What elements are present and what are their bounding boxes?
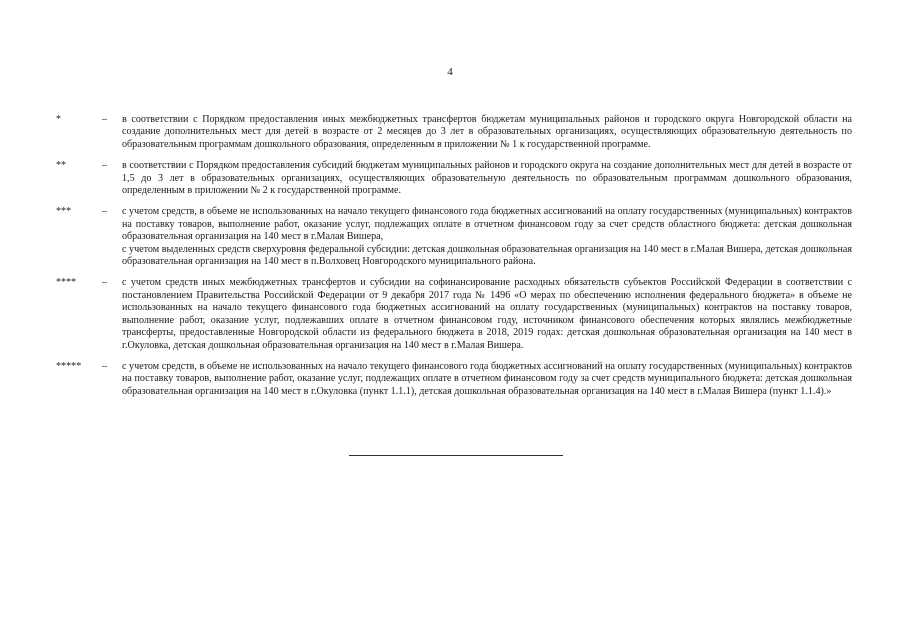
footnote-2 [56,160,852,197]
footnote-dash: – [102,206,108,218]
footnote-text: в соответствии с Порядком предоставления субсидий бюджетам муниципальных районов и городского округа на создание дополнительных мест для детей в возрасте от 1,5 до 3 лет в образовательных организациях, осуществляющих образовательную деятельность по образовательным программам дошкольного образования, определенным в приложении № 2 к государственной программе. [122,160,852,197]
footnote-marker: **** [56,277,77,289]
footnote-dash: – [102,360,108,372]
footnote-marker: *** [56,206,72,218]
footnote-text: с учетом средств, в объеме не использованных на начало текущего финансового года бюджетных ассигнований на оплату государственных (муниципальных) контрактов на поставку товаров, выполнение работ, оказание услуг, подлежащих оплате в отчетном финансовом году за счет средств областного бюджета: детская дошкольная образовательная организация на 140 мест в г.Малая Вишера, [122,206,852,243]
footnote-4 [56,277,852,351]
footnote-text: с учетом средств, в объеме не использованных на начало текущего финансового года бюджетных ассигнований на оплату государственных (муниципальных) контрактов на поставку товаров, выполнение работ, оказание услуг, подлежащих оплате в отчетном финансовом году за счет средств муниципального бюджета: детская дошкольная образовательная организация на 140 мест в г.Окуловка (пункт 1.1.1), детская дошкольная образовательная организация на 140 мест в г.Малая Вишера (пункт 1.1.4).» [122,360,852,397]
footnote-marker: ***** [56,360,82,372]
footnote-marker: ** [56,160,67,172]
footnotes-list [56,114,852,407]
footnote-3 [56,206,852,268]
page-number: 4 [447,66,453,78]
footnote-text: с учетом средств иных межбюджетных трансфертов и субсидии на софинансирование расходных обязательств субъектов Российской Федерации в соответствии с постановлением Правительства Российской Федерации от 9 декабря 2017 года № 1496 «О мерах по обеспечению исполнения федерального бюджета» в объеме не использованных на начало текущего финансового года бюджетных ассигнований на оплату государственных (муниципальных) контрактов на поставку товаров, выполнение работ, оказание услуг, подлежавших оплате в отчетном финансовом году, источником финансового обеспечения которых являлись межбюджетные трансферты, предоставленные Новгородской области из федерального бюджета в 2018, 2019 годах: детская дошкольная образовательная организация на 140 мест в г.Окуловка, детская дошкольная образовательная организация на 140 мест в г.Малая Вишера. [122,277,852,351]
footnote-marker: * [56,114,62,125]
footnote-text-continuation: с учетом выделенных средств сверхуровня федеральной субсидии: детская дошкольная образовательная организация на 140 мест в г.Малая Вишера, детская дошкольная образовательная организация на 140 мест в п.Волховец Новгородского муниципального района. [122,243,852,268]
footnote-dash: – [102,277,108,289]
footnote-text: в соответствии с Порядком предоставления иных межбюджетных трансфертов бюджетам муниципальных районов и городского округа Новгородской области на создание дополнительных мест для детей в возрасте от 2 месяцев до 3 лет в образовательных организациях, осуществляющих образовательную деятельность по образовательным программам дошкольного образования, определенным в приложении № 1 к государственной программе. [122,114,852,150]
footnote-1 [56,114,852,151]
footnote-dash: – [102,114,108,125]
footnote-dash: – [102,160,108,172]
closing-divider [349,455,563,456]
footnote-5 [56,361,852,398]
